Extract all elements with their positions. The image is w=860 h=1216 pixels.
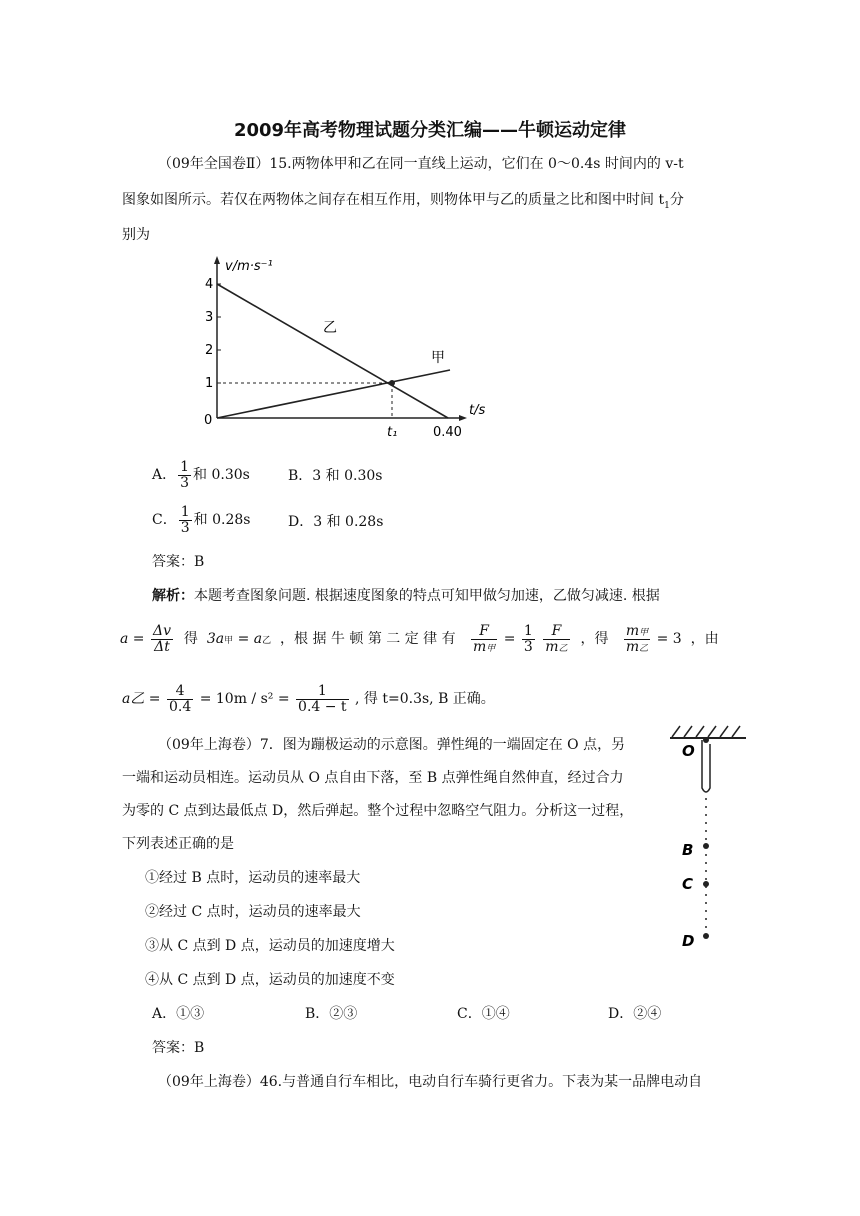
- q7-option-b: B．②③: [305, 1006, 358, 1022]
- y-axis-arrow-icon: [214, 256, 220, 264]
- q7-statement-2: ②经过 C 点时，运动员的速率最大: [145, 904, 361, 920]
- fraction-one-third: $\frac{1}{3}$: [180, 504, 190, 536]
- page-title: 2009年高考物理试题分类汇编——牛顿运动定律: [233, 120, 627, 141]
- q15-option-d: D．3 和 0.28s: [288, 514, 384, 530]
- line-jia: [217, 370, 450, 418]
- q15-option-c: C． $\frac{1}{3}$ 和 0.28s: [152, 504, 251, 536]
- q15-t1-sub: 1: [664, 200, 670, 211]
- elastic-rope-loop: [702, 740, 710, 792]
- q7-statement-1: ①经过 B 点时，运动员的速率最大: [145, 870, 361, 886]
- y-tick-label-4: 4: [205, 277, 214, 292]
- x-tick-040: 0.40: [433, 425, 462, 440]
- q15-answer: 答案：B: [152, 554, 205, 570]
- point-b-dot: [703, 843, 709, 849]
- equation-line-1: a = $\frac{\Delta v}{\Delta t}$ 得 3a甲 = a乙 ，根 据 牛 顿 第 二 定 律 有 $\frac{F}{\text{m甲}}$ = $\frac{1}{3}$ $\frac{F}{\text{m乙}}$ ，得 $\frac{\text{m甲}}{\text{m乙}}$ = 3 ，由: [120, 623, 719, 655]
- intersection-point: [389, 380, 395, 386]
- label-d: D: [682, 932, 695, 950]
- q46-line-1: （09年上海卷）46.与普通自行车相比，电动自行车骑行更省力。下表为某一品牌电动自: [158, 1074, 703, 1090]
- y-tick-label-0: 0: [204, 413, 213, 428]
- equation-line-2: a乙 = $\frac{4}{0.4}$ = 10m / s² = $\frac{1}{0.4 - t}$ , 得 t=0.3s, B 正确。: [122, 683, 495, 715]
- q7-statement-3: ③从 C 点到 D 点，运动员的加速度增大: [145, 938, 395, 954]
- q15-option-a: A． $\frac{1}{3}$ 和 0.30s: [152, 459, 250, 491]
- q7-answer: 答案：B: [152, 1040, 205, 1056]
- q15-text-2b: 分: [669, 192, 684, 208]
- q15-line-3: 别为: [122, 227, 150, 243]
- label-yi: 乙: [323, 320, 337, 336]
- bungee-diagram: [662, 718, 752, 958]
- label-jia: 甲: [431, 350, 445, 366]
- q7-option-a: A．①③: [152, 1006, 205, 1022]
- q15-text-1: 两物体甲和乙在同一直线上运动，它们在 0～0.4s 时间内的 v-t: [291, 156, 684, 172]
- x-tick-t1: t₁: [387, 425, 398, 440]
- q7-option-c: C．①④: [457, 1006, 510, 1022]
- y-tick-label-3: 3: [205, 310, 214, 325]
- y-tick-label-2: 2: [205, 343, 214, 358]
- point-c-dot: [703, 881, 709, 887]
- ceiling-hatch: [672, 726, 740, 737]
- q7-option-d: D．②④: [608, 1006, 662, 1022]
- label-o: O: [682, 742, 695, 760]
- anchor-point: [703, 737, 709, 743]
- q7-line-2: 一端和运动员相连。运动员从 O 点自由下落，至 B 点弹性绳自然伸直，经过合力: [122, 770, 624, 786]
- q15-analysis: 解析：本题考查图象问题. 根据速度图象的特点可知甲做匀加速，乙做匀减速. 根据: [152, 588, 660, 604]
- point-d-dot: [703, 933, 709, 939]
- line-yi: [217, 284, 448, 418]
- q15-prefix: （09年全国卷Ⅱ）15.: [158, 156, 292, 172]
- fraction-one-third: $\frac{1}{3}$: [180, 459, 190, 491]
- q7-statement-4: ④从 C 点到 D 点，运动员的加速度不变: [145, 972, 395, 988]
- q7-line-1: （09年上海卷）7．图为蹦极运动的示意图。弹性绳的一端固定在 O 点，另: [158, 737, 626, 753]
- vt-graph: [195, 252, 525, 452]
- q15-option-b: B．3 和 0.30s: [288, 468, 383, 484]
- q7-line-3: 为零的 C 点到达最低点 D，然后弹起。整个过程中忽略空气阻力。分析这一过程，: [122, 803, 634, 819]
- label-c: C: [682, 875, 694, 893]
- q15-line-2: [122, 190, 684, 216]
- y-axis-label: v/m·s⁻¹: [225, 259, 273, 274]
- x-axis-label: t/s: [469, 403, 486, 418]
- x-axis-arrow-icon: [459, 415, 467, 421]
- label-b: B: [682, 841, 694, 859]
- q15-text-2a: 图象如图所示。若仅在两物体之间存在相互作用，则物体甲与乙的质量之比和图中时间 t: [122, 192, 665, 208]
- y-tick-label-1: 1: [205, 376, 214, 391]
- q7-line-4: 下列表述正确的是: [122, 836, 234, 852]
- q15-line-1: [158, 154, 684, 174]
